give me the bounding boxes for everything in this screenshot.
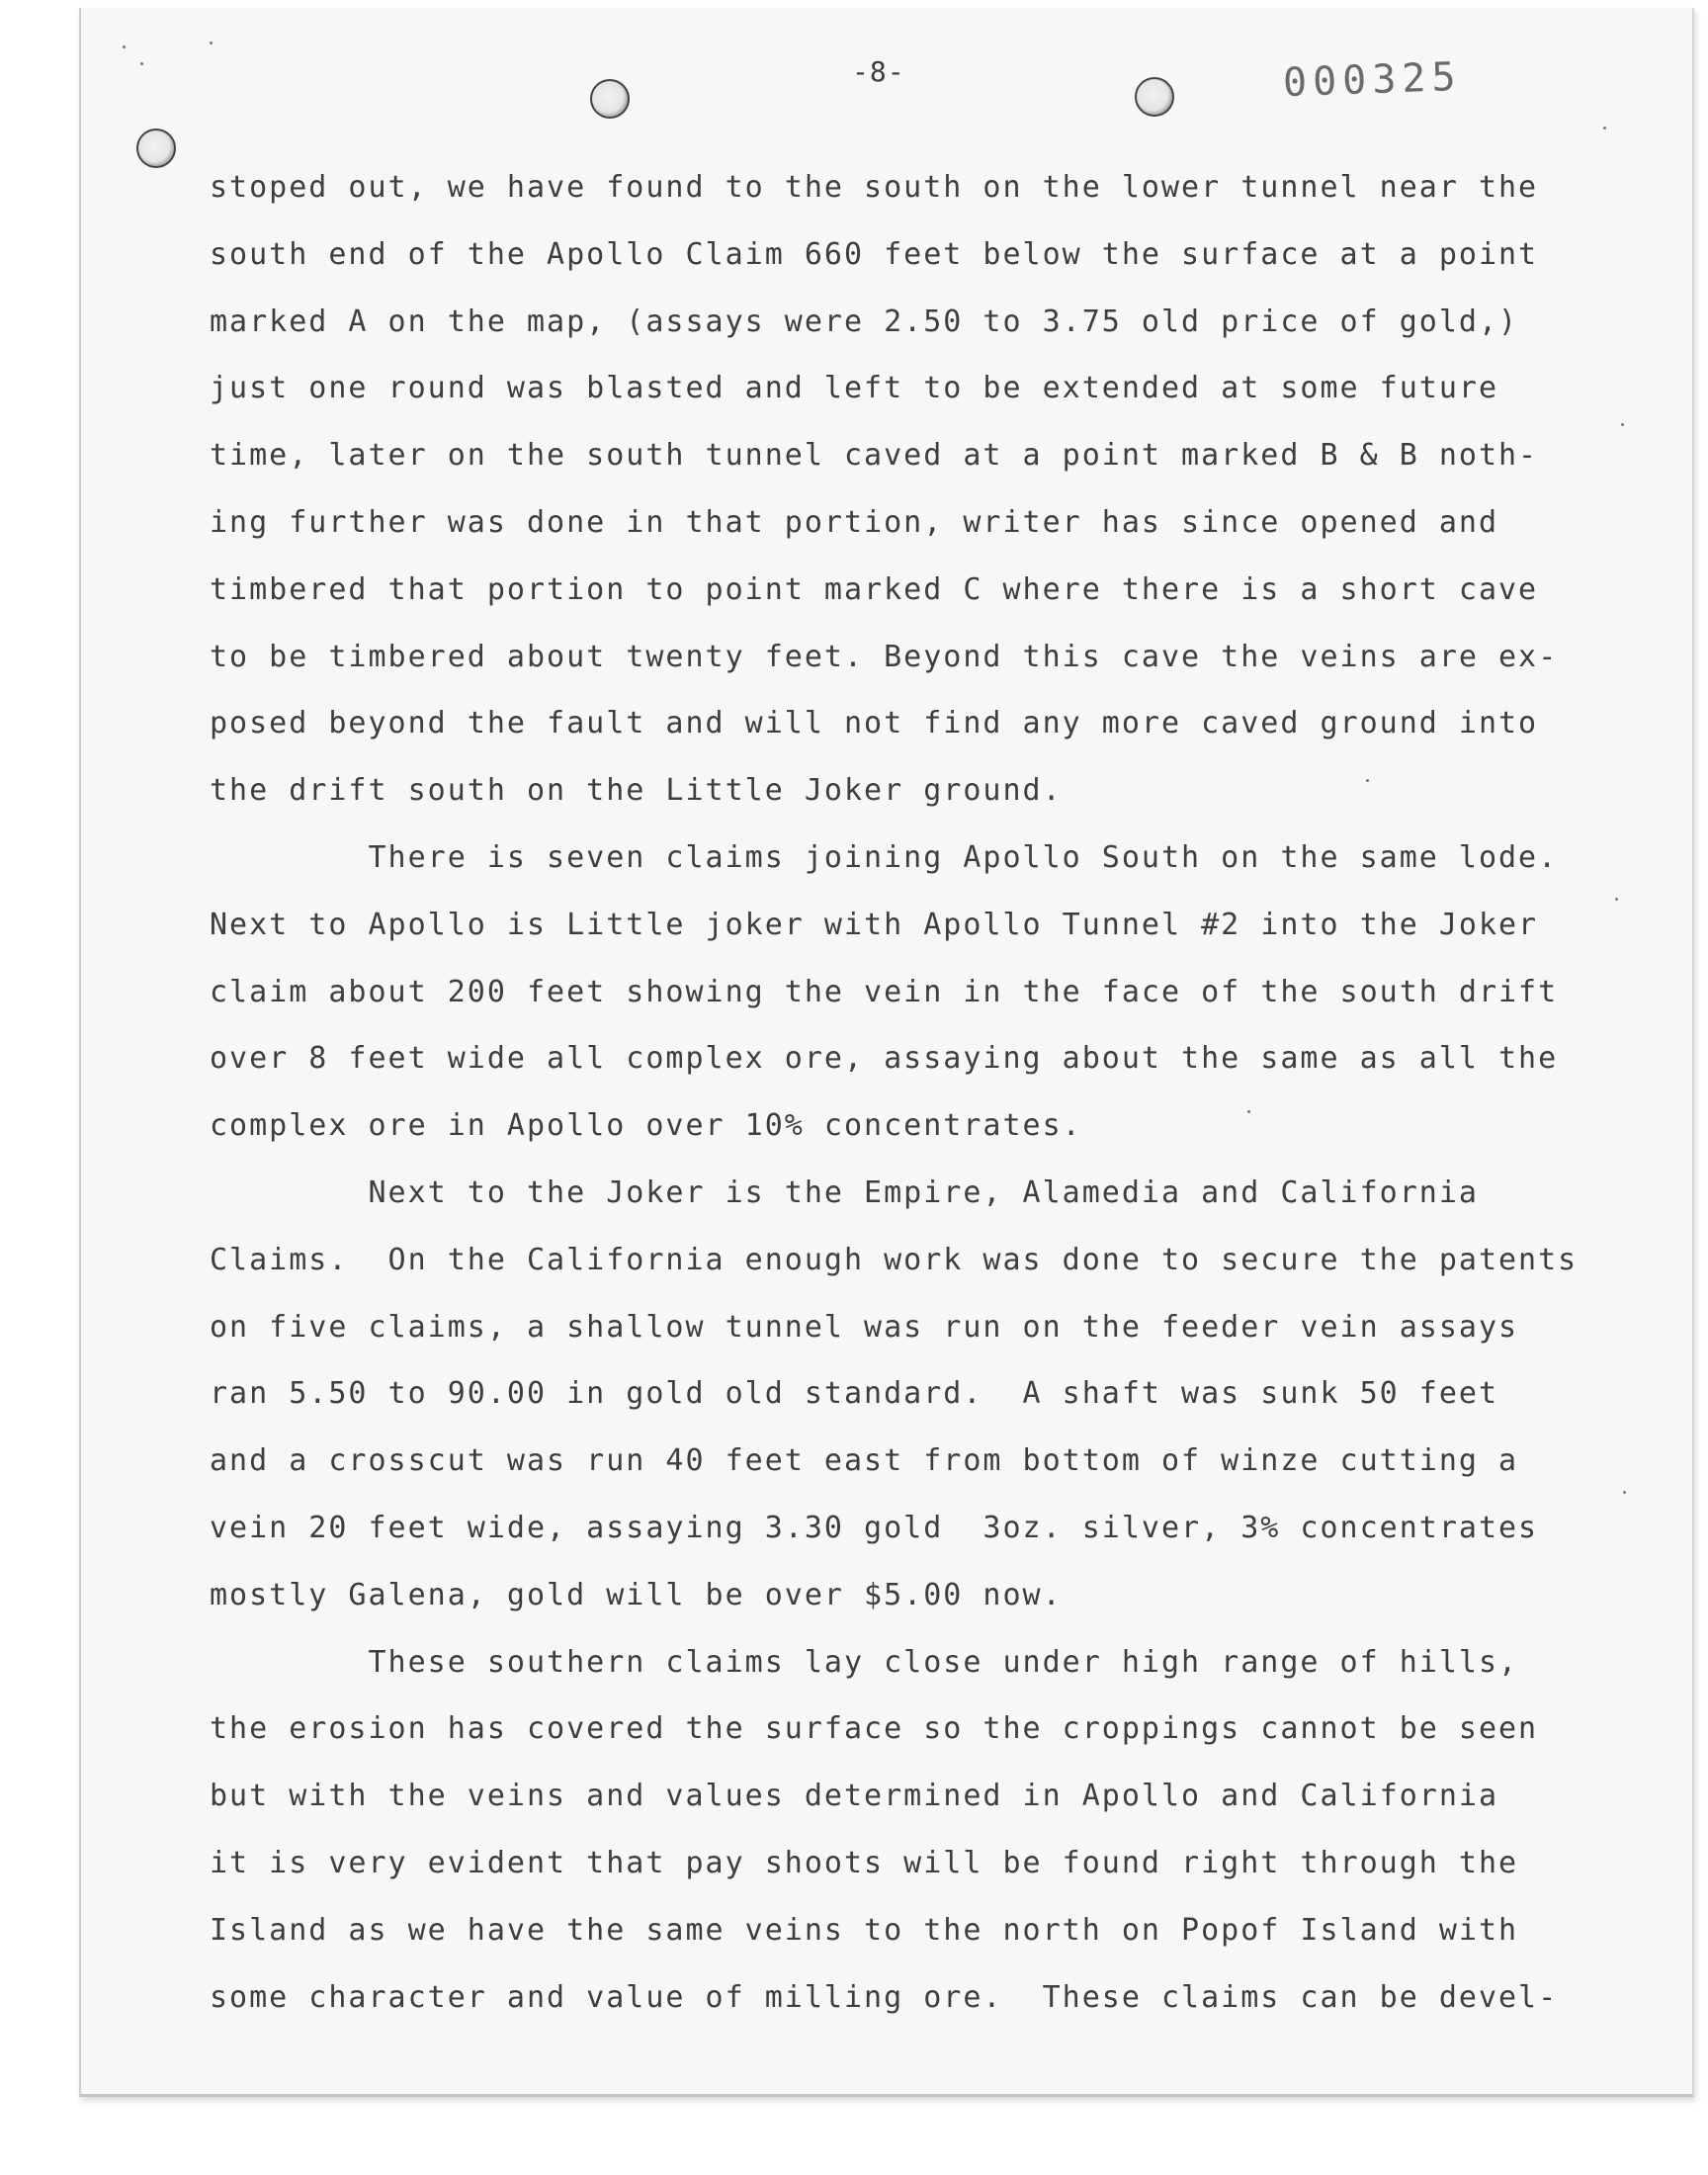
text-line: the drift south on the Little Joker ground.: [210, 773, 1063, 809]
text-line: the erosion has covered the surface so the croppings cannot be seen: [210, 1711, 1539, 1747]
text-line: just one round was blasted and left to be extended at some future: [210, 371, 1498, 406]
text-line: timbered that portion to point marked C where there is a short cave: [210, 571, 1539, 607]
punch-hole-left-icon: [136, 129, 176, 168]
text-line: some character and value of milling ore. These claims can be devel-: [210, 1979, 1559, 2015]
text-line: posed beyond the fault and will not find any more caved ground into: [210, 706, 1539, 741]
text-line: ing further was done in that portion, writer has since opened and: [210, 504, 1498, 540]
speck: [1623, 1491, 1626, 1494]
speck: [140, 62, 143, 65]
speck: [210, 42, 213, 44]
speck: [123, 45, 126, 48]
text-line: claim about 200 feet showing the vein in the face of the south drift: [210, 974, 1559, 1009]
speck: [1615, 898, 1618, 901]
punch-hole-top-center-icon: [590, 79, 630, 119]
text-line: to be timbered about twenty feet. Beyond this cave the veins are ex-: [210, 639, 1559, 674]
text-line: south end of the Apollo Claim 660 feet below the surface at a point: [210, 236, 1539, 272]
text-line: Next to the Joker is the Empire, Alamedia and California: [210, 1174, 1479, 1210]
text-line: Claims. On the California enough work was done to secure the patents: [210, 1242, 1579, 1277]
speck: [1621, 423, 1624, 426]
text-line: vein 20 feet wide, assaying 3.30 gold 3oz. silver, 3% concentrates: [210, 1510, 1539, 1545]
punch-hole-top-right-icon: [1135, 77, 1174, 117]
text-line: and a crosscut was run 40 feet east from bottom of winze cutting a: [210, 1443, 1519, 1479]
text-line: but with the veins and values determined in Apollo and California: [210, 1779, 1498, 1814]
typed-body-text: [210, 154, 1613, 2031]
text-line: There is seven claims joining Apollo South on the same lode.: [210, 839, 1559, 875]
text-line: ran 5.50 to 90.00 in gold old standard. A shaft was sunk 50 feet: [210, 1376, 1498, 1412]
speck: [1603, 127, 1606, 130]
text-line: complex ore in Apollo over 10% concentrates.: [210, 1108, 1082, 1144]
text-line: Island as we have the same veins to the north on Popof Island with: [210, 1912, 1519, 1948]
text-line: mostly Galena, gold will be over $5.00 now.: [210, 1577, 1063, 1612]
page-number: -8-: [852, 55, 905, 88]
text-line: time, later on the south tunnel caved at a point marked B & B noth-: [210, 438, 1539, 474]
text-line: These southern claims lay close under high range of hills,: [210, 1644, 1519, 1680]
text-line: marked A on the map, (assays were 2.50 to 3.75 old price of gold,): [210, 304, 1519, 339]
text-line: on five claims, a shallow tunnel was run on the feeder vein assays: [210, 1309, 1519, 1345]
text-line: Next to Apollo is Little joker with Apollo Tunnel #2 into the Joker: [210, 907, 1539, 942]
text-line: it is very evident that pay shoots will be found right through the: [210, 1845, 1519, 1880]
text-line: over 8 feet wide all complex ore, assaying about the same as all the: [210, 1041, 1559, 1077]
text-line: stoped out, we have found to the south on the lower tunnel near the: [210, 170, 1539, 205]
document-stamp-number: 000325: [1282, 53, 1463, 107]
